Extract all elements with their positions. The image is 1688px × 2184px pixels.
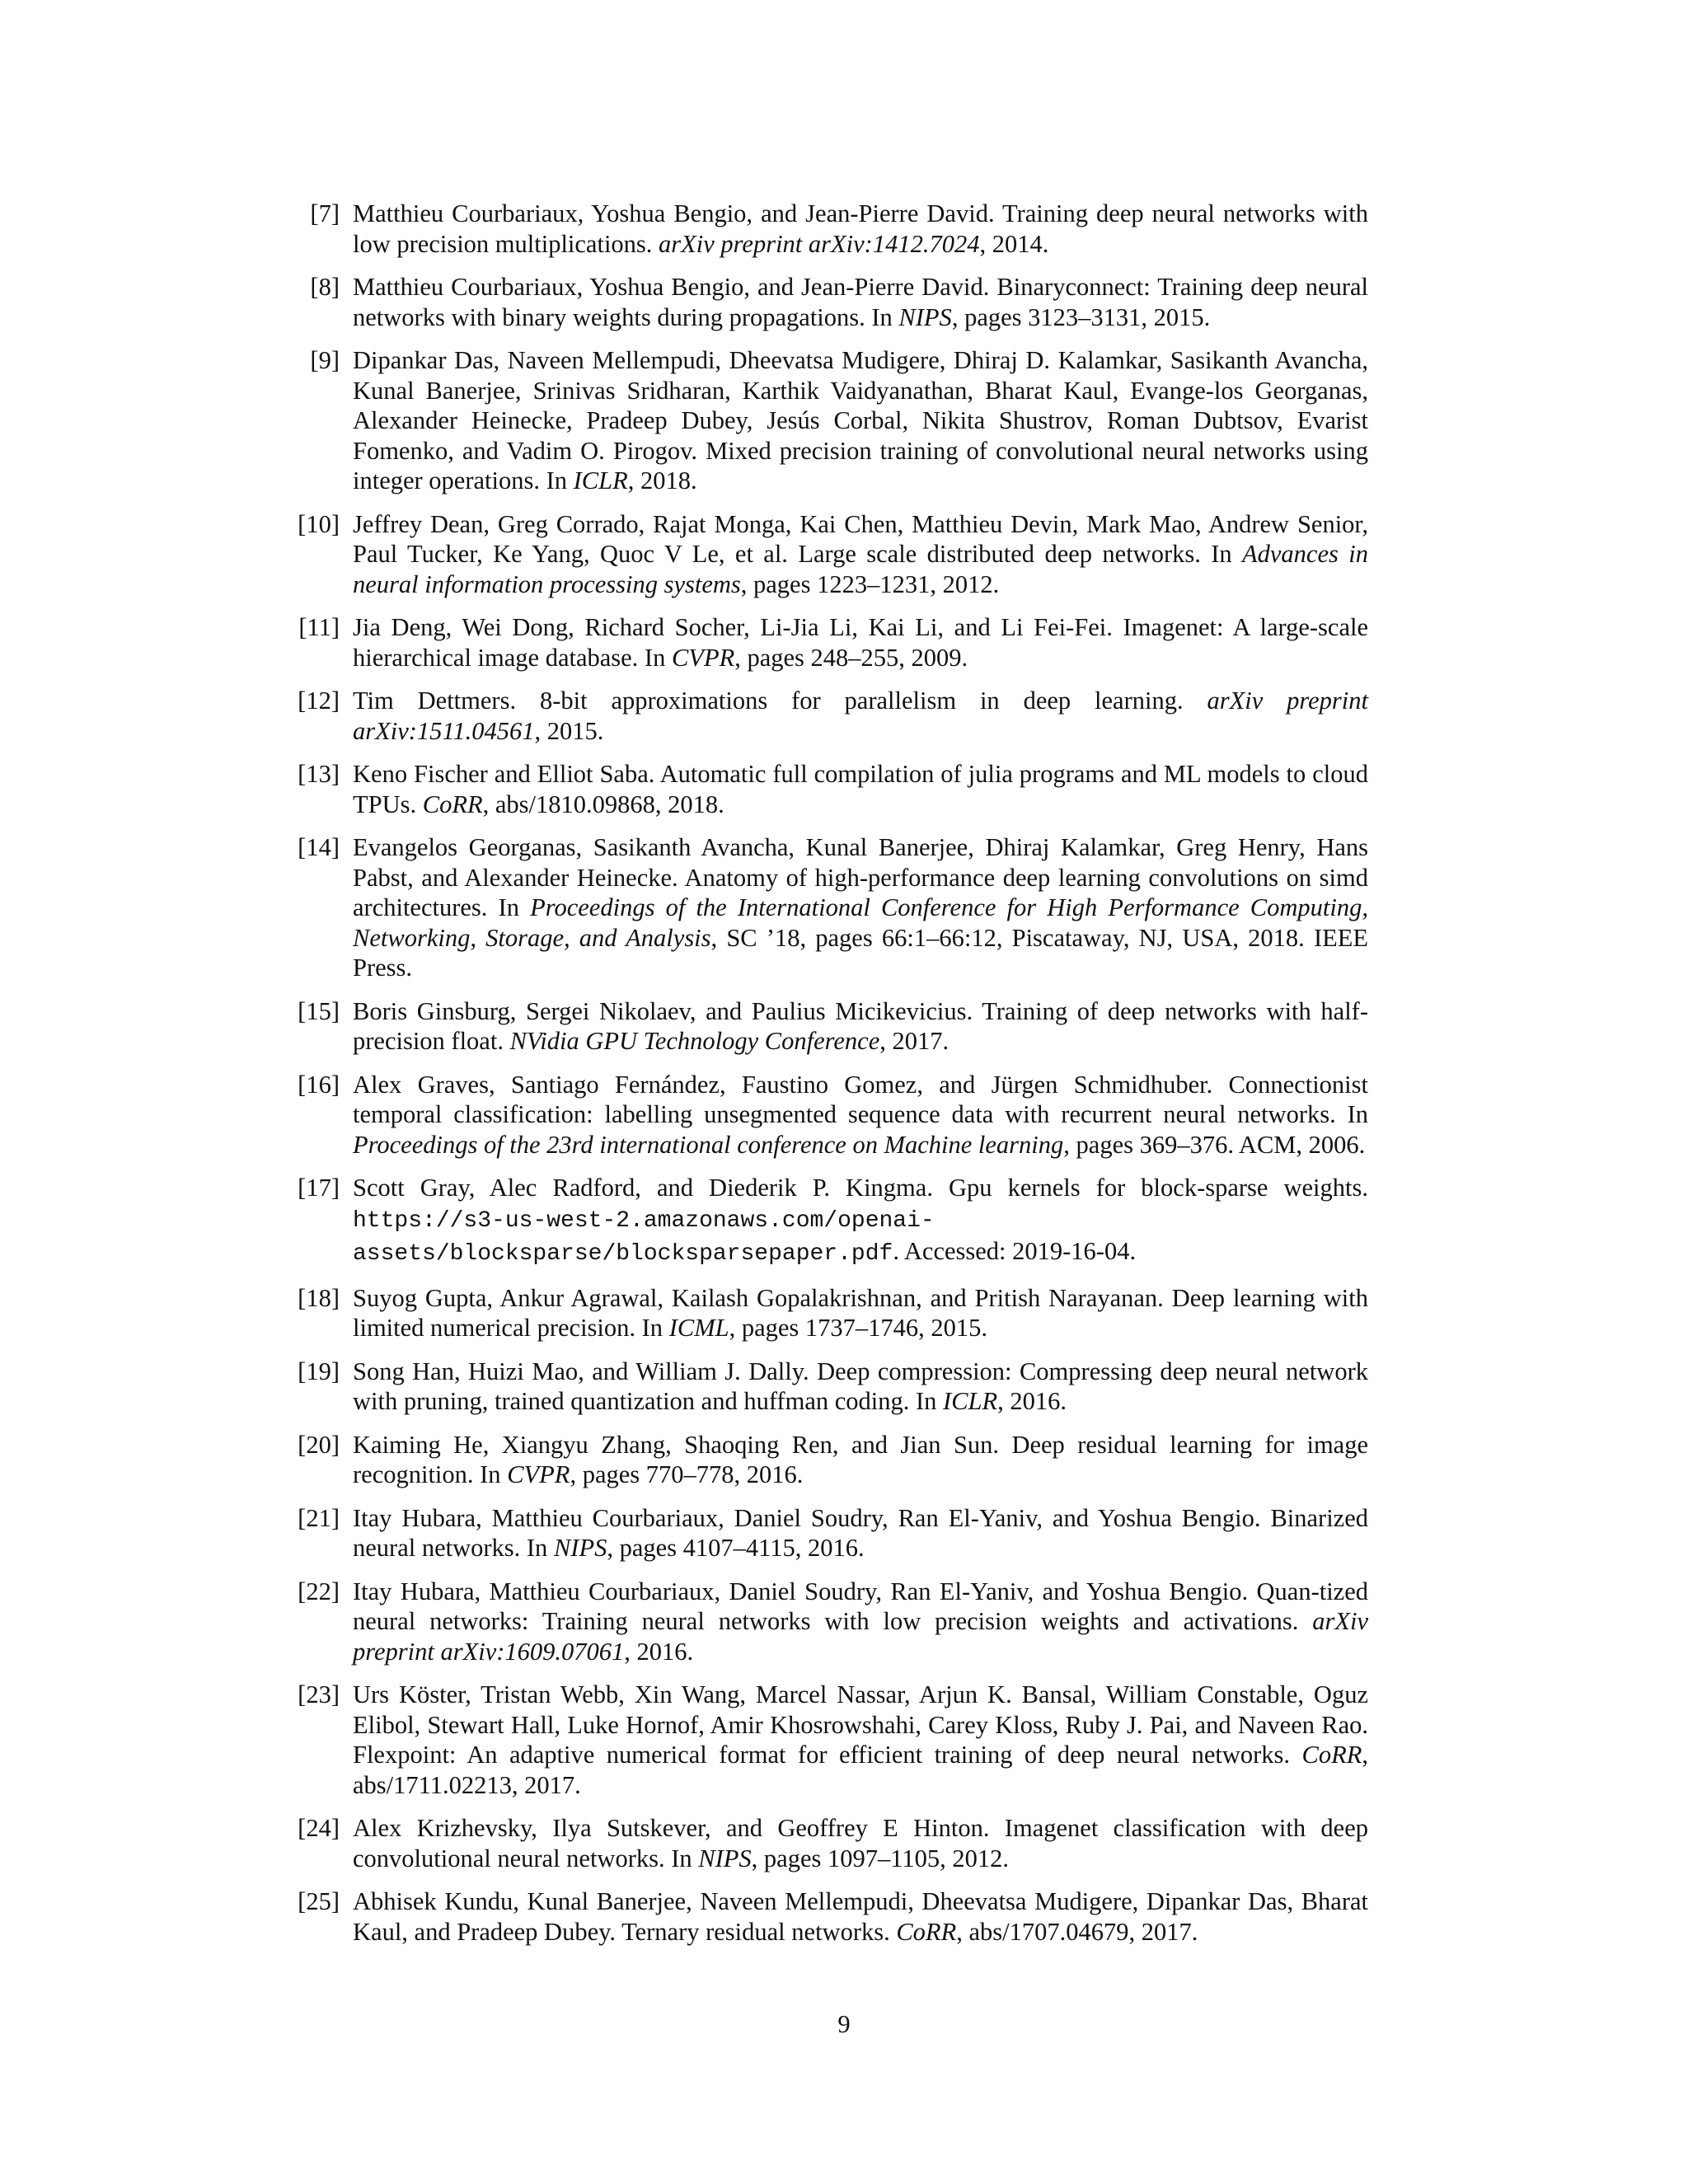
reference-segment: Dipankar Das, Naveen Mellempudi, Dheevatsa Mudigere, Dhiraj D. Kalamkar, Sasikanth Avancha, Kunal Banerjee, Srinivas Sridharan, Karthik Vaidyanathan, Bharat Kaul, Evange-los Georganas, Alexander Heinecke, Pradeep Dubey, Jesús Corbal, Nikita Shustrov, Roman Dubtsov, Evarist Fomenko, and Vadim O. Pirogov. Mixed precision training of convolutional neural networks using integer operations. In (353, 346, 1368, 494)
reference-item (298, 759, 1368, 819)
reference-segment: Keno Fischer and Elliot Saba. Automatic full compilation of julia programs and ML models to cloud TPUs. (353, 760, 1368, 818)
reference-number: [13] (298, 760, 340, 788)
reference-text (353, 1283, 1368, 1343)
reference-venue: CVPR (507, 1460, 570, 1488)
reference-number: [8] (310, 273, 340, 301)
reference-segment: , pages 369–376. ACM, 2006. (1063, 1130, 1366, 1159)
reference-text (353, 1430, 1368, 1490)
reference-number: [16] (298, 1070, 340, 1099)
reference-segment: . Accessed: 2019-16-04. (893, 1237, 1137, 1265)
reference-segment: , pages 1737–1746, 2015. (729, 1314, 988, 1342)
reference-item (298, 1813, 1368, 1873)
reference-item (298, 1680, 1368, 1800)
reference-number: [15] (298, 996, 340, 1025)
reference-segment: Itay Hubara, Matthieu Courbariaux, Daniel Soudry, Ran El-Yaniv, and Yoshua Bengio. Binarized neural networks. In (353, 1503, 1368, 1562)
reference-venue: NVidia GPU Technology Conference (509, 1027, 880, 1055)
page-number: 9 (837, 2010, 851, 2038)
reference-number: [17] (298, 1174, 340, 1202)
reference-venue: CoRR (422, 790, 483, 818)
reference-text (353, 832, 1368, 983)
reference-segment: Matthieu Courbariaux, Yoshua Bengio, and Jean-Pierre David. Training deep neural networks with low precision multiplications. (353, 199, 1368, 258)
reference-item (298, 1173, 1368, 1270)
reference-segment: , 2015. (534, 716, 604, 745)
reference-venue: Proceedings of the International Conference for High Performance Computing, Networking, Storage, and Analysis (353, 893, 1368, 952)
reference-text (353, 1357, 1368, 1417)
reference-segment: , pages 770–778, 2016. (570, 1460, 804, 1488)
reference-segment: Boris Ginsburg, Sergei Nikolaev, and Paulius Micikevicius. Training of deep networks with half-precision float. (353, 996, 1368, 1055)
reference-number: [12] (298, 687, 340, 715)
reference-venue: CVPR (671, 643, 735, 672)
reference-text (353, 1680, 1368, 1800)
reference-list (298, 199, 1368, 1960)
reference-segment: Urs Köster, Tristan Webb, Xin Wang, Marcel Nassar, Arjun K. Bansal, William Constable, Oguz Elibol, Stewart Hall, Luke Hornof, Amir Khosrowshahi, Carey Kloss, Ruby J. Pai, and Naveen Rao. Flexpoint: An adaptive numerical format for efficient training of deep neural networks. (353, 1680, 1368, 1769)
reference-segment: Jia Deng, Wei Dong, Richard Socher, Li-Jia Li, Kai Li, and Li Fei-Fei. Imagenet: A large-scale hierarchical image database. In (353, 613, 1368, 672)
reference-item (298, 1503, 1368, 1563)
reference-number: [14] (298, 833, 340, 861)
reference-venue: arXiv preprint arXiv:1412.7024 (659, 229, 980, 258)
reference-venue: ICLR (573, 466, 628, 494)
reference-segment: Kaiming He, Xiangyu Zhang, Shaoqing Ren, and Jian Sun. Deep residual learning for image recognition. In (353, 1430, 1368, 1488)
reference-text (353, 1886, 1368, 1947)
reference-text (353, 1577, 1368, 1667)
reference-text (353, 1813, 1368, 1873)
reference-venue: ICLR (943, 1387, 998, 1415)
reference-segment: Tim Dettmers. 8-bit approximations for parallelism in deep learning. (353, 687, 1207, 715)
reference-item (298, 1577, 1368, 1667)
reference-item (298, 612, 1368, 673)
reference-number: [10] (298, 509, 340, 538)
reference-item (298, 1283, 1368, 1343)
reference-segment: Matthieu Courbariaux, Yoshua Bengio, and Jean-Pierre David. Binaryconnect: Training deep neural networks with binary weights during propagations. In (353, 273, 1368, 331)
reference-segment: Alex Graves, Santiago Fernández, Faustino Gomez, and Jürgen Schmidhuber. Connectionist temporal classification: labelling unsegmented sequence data with recurrent neural networks. In (353, 1070, 1368, 1128)
reference-venue: Advances in neural information processing systems (353, 540, 1368, 598)
reference-item (298, 1357, 1368, 1417)
reference-item (310, 199, 1368, 259)
reference-segment: , pages 4107–4115, 2016. (607, 1534, 865, 1562)
reference-venue: CoRR (1301, 1741, 1362, 1769)
reference-venue: arXiv preprint arXiv:1609.07061 (353, 1607, 1368, 1666)
reference-number: [22] (298, 1577, 340, 1605)
reference-number: [18] (298, 1283, 340, 1312)
reference-text (353, 509, 1368, 600)
reference-number: [9] (310, 346, 340, 374)
reference-venue: NIPS (553, 1534, 607, 1562)
reference-segment: Song Han, Huizi Mao, and William J. Dally. Deep compression: Compressing deep neural network with pruning, trained quantization and huffman coding. In (353, 1357, 1368, 1415)
reference-number: [23] (298, 1680, 340, 1708)
reference-segment: Suyog Gupta, Ankur Agrawal, Kailash Gopalakrishnan, and Pritish Narayanan. Deep learning with limited numerical precision. In (353, 1283, 1368, 1342)
reference-text (353, 1070, 1368, 1160)
reference-segment: , pages 1097–1105, 2012. (751, 1844, 1009, 1872)
reference-segment: , abs/1810.09868, 2018. (482, 790, 724, 818)
reference-segment: , 2016. (997, 1387, 1067, 1415)
reference-venue: CoRR (896, 1917, 957, 1946)
reference-item (298, 1430, 1368, 1490)
reference-number: [11] (298, 613, 340, 641)
reference-number: [7] (310, 199, 340, 227)
reference-segment: , 2017. (879, 1027, 950, 1055)
reference-number: [21] (298, 1503, 340, 1532)
reference-url: https://s3-us-west-2.amazonaws.com/openai-assets/blocksparse/blocksparsepaper.pdf (353, 1207, 935, 1267)
reference-text (353, 272, 1368, 332)
reference-segment: Evangelos Georganas, Sasikanth Avancha, Kunal Banerjee, Dhiraj Kalamkar, Greg Henry, Hans Pabst, and Alexander Heinecke. Anatomy of high-performance deep learning convolutions on simd architectures. In (353, 833, 1368, 921)
reference-item (298, 509, 1368, 600)
reference-item (298, 832, 1368, 983)
reference-text (353, 759, 1368, 819)
reference-segment: Abhisek Kundu, Kunal Banerjee, Naveen Mellempudi, Dheevatsa Mudigere, Dipankar Das, Bharat Kaul, and Pradeep Dubey. Ternary residual networks. (353, 1887, 1368, 1946)
reference-segment: Scott Gray, Alec Radford, and Diederik P. Kingma. Gpu kernels for block-sparse weights. (353, 1174, 1368, 1202)
reference-venue: Proceedings of the 23rd international conference on Machine learning (353, 1130, 1064, 1159)
reference-item (310, 272, 1368, 332)
reference-number: [24] (298, 1814, 340, 1842)
reference-segment: Alex Krizhevsky, Ilya Sutskever, and Geoffrey E Hinton. Imagenet classification with deep convolutional neural networks. In (353, 1814, 1368, 1872)
reference-segment: Jeffrey Dean, Greg Corrado, Rajat Monga, Kai Chen, Matthieu Devin, Mark Mao, Andrew Senior, Paul Tucker, Ke Yang, Quoc V Le, et al. Large scale distributed deep networks. In (353, 509, 1368, 568)
reference-text (353, 996, 1368, 1057)
reference-segment: , 2014. (979, 229, 1049, 258)
reference-segment: Itay Hubara, Matthieu Courbariaux, Daniel Soudry, Ran El-Yaniv, and Yoshua Bengio. Quan-tized neural networks: Training neural networks with low precision weights and activations. (353, 1577, 1368, 1635)
reference-segment: , abs/1707.04679, 2017. (956, 1917, 1198, 1946)
reference-segment: , pages 1223–1231, 2012. (740, 569, 1000, 598)
reference-venue: arXiv preprint arXiv:1511.04561 (353, 687, 1368, 745)
reference-text (353, 1173, 1368, 1270)
reference-number: [19] (298, 1357, 340, 1385)
reference-item (298, 686, 1368, 746)
reference-item (298, 996, 1368, 1057)
reference-venue: ICML (668, 1314, 729, 1342)
reference-number: [20] (298, 1430, 340, 1459)
reference-text (353, 345, 1368, 496)
reference-segment: , abs/1711.02213, 2017. (353, 1741, 1368, 1799)
reference-venue: NIPS (898, 302, 952, 331)
reference-segment: , 2016. (624, 1637, 694, 1666)
reference-item (310, 345, 1368, 496)
reference-item (298, 1070, 1368, 1160)
reference-number: [25] (298, 1887, 340, 1915)
reference-segment: , SC ’18, pages 66:1–66:12, Piscataway, NJ, USA, 2018. IEEE Press. (353, 923, 1368, 982)
reference-segment: , pages 3123–3131, 2015. (951, 302, 1211, 331)
reference-text (353, 199, 1368, 259)
reference-text (353, 1503, 1368, 1563)
reference-text (353, 612, 1368, 673)
reference-segment: , pages 248–255, 2009. (734, 643, 968, 672)
reference-text (353, 686, 1368, 746)
reference-item (298, 1886, 1368, 1947)
reference-segment: , 2018. (627, 466, 697, 494)
reference-venue: NIPS (698, 1844, 752, 1872)
